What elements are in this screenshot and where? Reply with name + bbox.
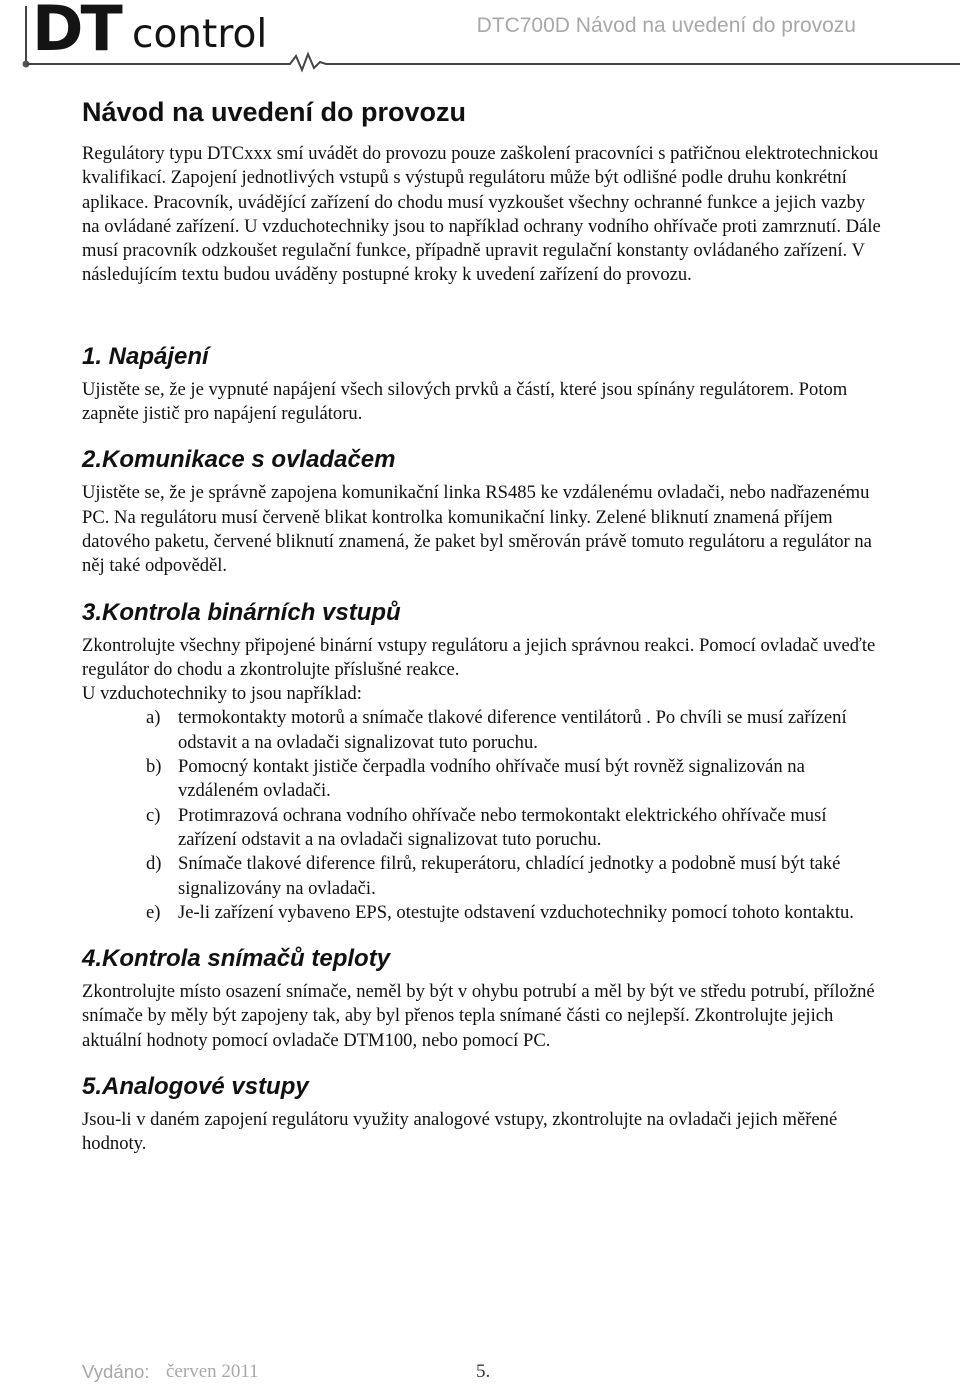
list-item-text: Pomocný kontakt jističe čerpadla vodního ohřívače musí být rovněž signalizován na vzdáleném ovladači. (178, 756, 805, 802)
section-komunikace (82, 445, 882, 578)
list-marker: b) (146, 756, 162, 778)
list-marker: d) (146, 853, 162, 875)
intro-paragraph: Regulátory typu DTCxxx smí uvádět do provozu pouze zaškolení pracovníci s patřičnou elektrotechnickou kvalifikací. Zapojení jednotlivých vstupů s výstupů regulátoru může být odlišné podle druhu konkrétní aplikace. Pracovník, uvádějící zařízení do chodu musí vyzkoušet všechny ochranné funkce a jejich vazby na ovládané zařízení. U vzduchotechniky jsou to například ochrany vodního ohřívače proti zamrznutí. Dále musí pracovník odzkoušet regulační funkce, případně upravit regulační konstanty ovládaného zařízení. V následujícím textu budou uváděny postupné kroky k uvedení zařízení do provozu. (82, 143, 881, 286)
page-footer (82, 1361, 882, 1387)
section-heading: 4.Kontrola snímačů teploty (82, 945, 391, 973)
list-item (82, 901, 882, 925)
section-paragraph: Ujistěte se, že je vypnuté napájení všech silových prvků a částí, které jsou spínány regulátorem. Potom zapněte jistič pro napájení regulátoru. (82, 378, 848, 425)
list-item-text: Snímače tlakové diference filrů, rekuperátoru, chladící jednotky a podobně musí být také signalizovány na ovladači. (178, 853, 841, 899)
section-snimace-teploty (82, 944, 882, 1053)
section-paragraph: Zkontrolujte místo osazení snímače, neměl by být v ohybu potrubí a měl by být ve středu potrubí, příložné snímače by měly být zapojeny tak, aby byl přenos tepla snímané části co nejlepší. Zkontrolujte jejich aktuální hodnoty pomocí ovladače DTM100, nebo pomocí PC. (82, 981, 875, 1051)
list-item-text: Protimrazová ochrana vodního ohřívače nebo termokontakt elektrického ohřívače musí zařízení odstavit a na ovladači signalizovat tuto poruchu. (178, 804, 827, 850)
logo-dt-text: DT (32, 0, 120, 65)
section-binarni-vstupy (82, 598, 882, 926)
list-marker: c) (146, 804, 161, 826)
section-paragraph: Jsou-li v daném zapojení regulátoru využity analogové vstupy, zkontrolujte na ovladači jejich měřené hodnoty. (82, 1109, 838, 1155)
list-item (82, 706, 882, 755)
list-item (82, 804, 882, 853)
list-item (82, 852, 882, 901)
header-document-title: DTC700D Návod na uvedení do provozu (476, 14, 856, 37)
list-item-text: termokontakty motorů a snímače tlakové diference ventilátorů . Po chvíli se musí zařízení odstavit a na ovladači signalizovat tuto poruchu. (178, 707, 847, 753)
check-list (82, 706, 882, 925)
list-marker: e) (146, 901, 161, 923)
section-heading: 2.Komunikace s ovladačem (82, 446, 396, 474)
document-body (82, 95, 882, 1157)
logo-control-text: control (132, 12, 268, 57)
section-paragraph: Ujistěte se, že je správně zapojena komunikační linka RS485 ke vzdálenému ovladači, nebo nadřazenému PC. Na regulátoru musí červeně blikat kontrolka komunikační linky. Zelené bliknutí znamená příjem datového paketu, červené bliknutí znamená, že paket byl směrován právě tomuto regulátoru a regulátor na něj také odpověděl. (82, 482, 872, 577)
section-heading: 5.Analogové vstupy (82, 1073, 309, 1101)
section-napajeni (82, 342, 882, 427)
list-marker: a) (146, 707, 161, 729)
page-header (0, 0, 960, 80)
footer-date: červen 2011 (166, 1361, 259, 1382)
list-intro: U vzduchotechniky to jsou například: (82, 683, 362, 705)
page-number: 5. (476, 1361, 491, 1382)
section-heading: 1. Napájení (82, 342, 209, 370)
section-heading: 3.Kontrola binárních vstupů (82, 598, 401, 626)
dtcontrol-logo (10, 0, 310, 72)
list-item-text: Je-li zařízení vybaveno EPS, otestujte odstavení vzduchotechniky pomocí tohoto kontaktu. (178, 901, 854, 923)
section-paragraph: Zkontrolujte všechny připojené binární vstupy regulátoru a jejich správnou reakci. Pomocí ovladač uveďte regulátor do chodu a zkontrolujte příslušné reakce. (82, 634, 876, 680)
page-title: Návod na uvedení do provozu (82, 97, 467, 127)
section-analogove-vstupy (82, 1072, 882, 1157)
list-item (82, 755, 882, 804)
footer-issued-label: Vydáno: (82, 1361, 150, 1382)
